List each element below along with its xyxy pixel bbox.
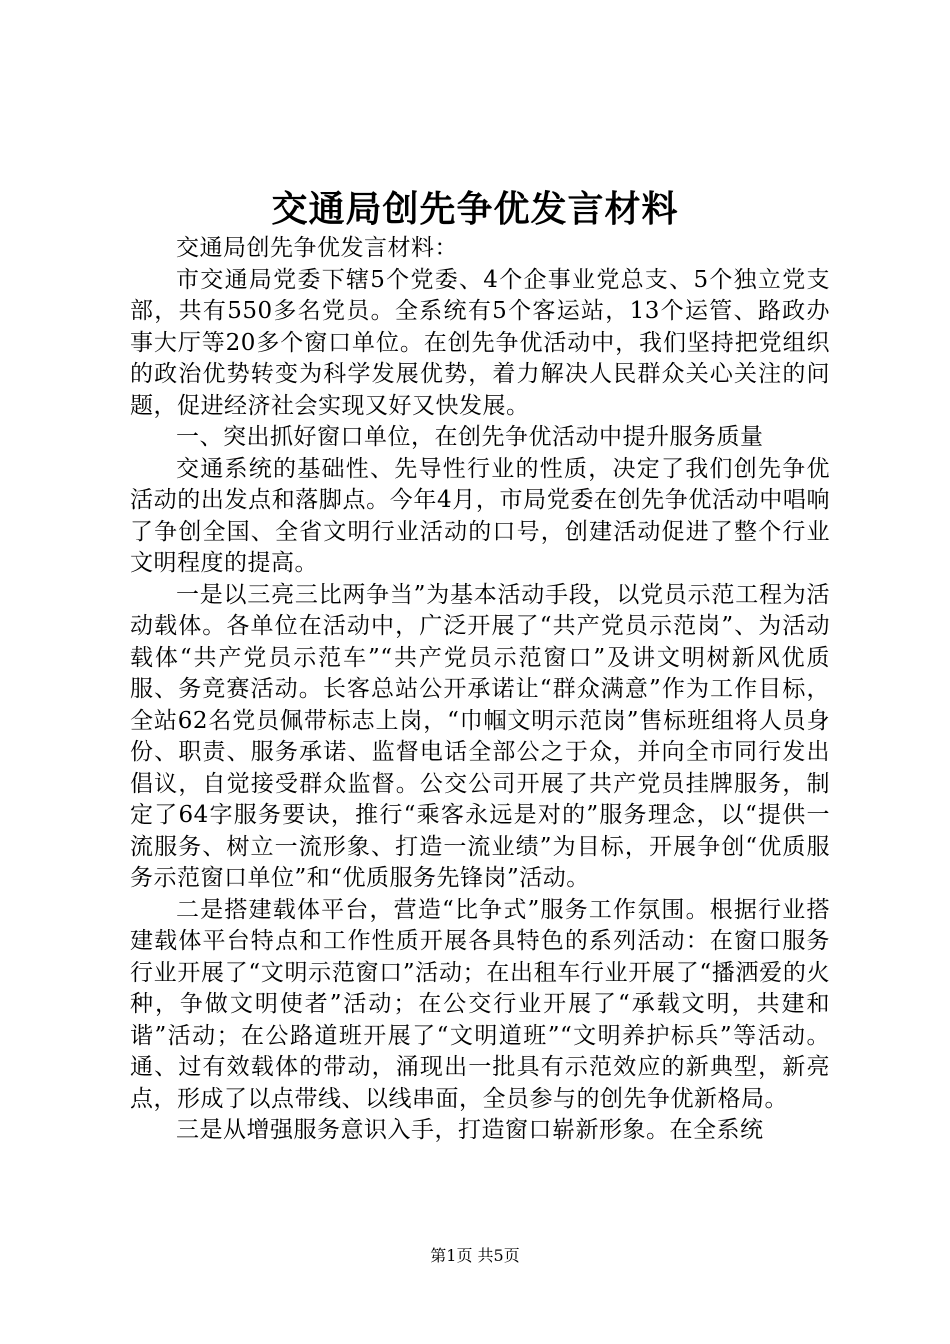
document-body: [130, 233, 830, 1147]
paragraph-overview: 市交通局党委下辖5个党委、4个企事业党总支、5个独立党支部，共有550多名党员。全系统有5个客运站，13个运管、路政办事大厅等20多个窗口单位。在创先争优活动中，我们坚持把党组织的政治优势转变为科学发展优势，着力解决人民群众关心关注的问题，促进经济社会实现又好又快发展。: [130, 266, 830, 419]
document-title: 交通局创先争优发言材料: [271, 188, 679, 230]
section-heading-1: 一、突出抓好窗口单位，在创先争优活动中提升服务质量: [176, 424, 764, 450]
paragraph-point-3: 三是从增强服务意识入手，打造窗口崭新形象。在全系统: [176, 1117, 764, 1143]
paragraph-point-2: 二是搭建载体平台，营造“比争式”服务工作氛围。根据行业搭建载体平台特点和工作性质开展各具特色的系列活动：在窗口服务行业开展了“文明示范窗口”活动；在出租车行业开展了“播洒爱的火种，争做文明使者”活动；在公交行业开展了“承载文明，共建和谐”活动；在公路道班开展了“文明道班”“文明养护标兵”等活动。通、过有效载体的带动，涌现出一批具有示范效应的新典型，新亮点，形成了以点带线、以线串面，全员参与的创先争优新格局。: [130, 896, 830, 1112]
page-number-footer: 第1页 共5页: [430, 1246, 520, 1265]
paragraph-point-1: 一是以三亮三比两争当”为基本活动手段，以党员示范工程为活动载体。各单位在活动中，广泛开展了“共产党员示范岗”、为活动载体“共产党员示范车”“共产党员示范窗口”及讲文明树新风优质服、务竞赛活动。长客总站公开承诺让“群众满意”作为工作目标，全站62名党员佩带标志上岗，“巾帼文明示范岗”售标班组将人员身份、职责、服务承诺、监督电话全部公之于众，并向全市同行发出倡议，自觉接受群众监督。公交公司开展了共产党员挂牌服务，制定了64字服务要诀，推行“乘客永远是对的”服务理念，以“提供一流服务、树立一流形象、打造一流业绩”为目标，开展争创“优质服务示范窗口单位”和“优质服务先锋岗”活动。: [130, 581, 830, 891]
paragraph-section-1: 交通系统的基础性、先导性行业的性质，决定了我们创先争优活动的出发点和落脚点。今年4月，市局党委在创先争优活动中唱响了争创全国、全省文明行业活动的口号，创建活动促进了整个行业文明程度的提高。: [130, 455, 830, 576]
paragraph-intro: 交通局创先争优发言材料：: [176, 235, 458, 261]
